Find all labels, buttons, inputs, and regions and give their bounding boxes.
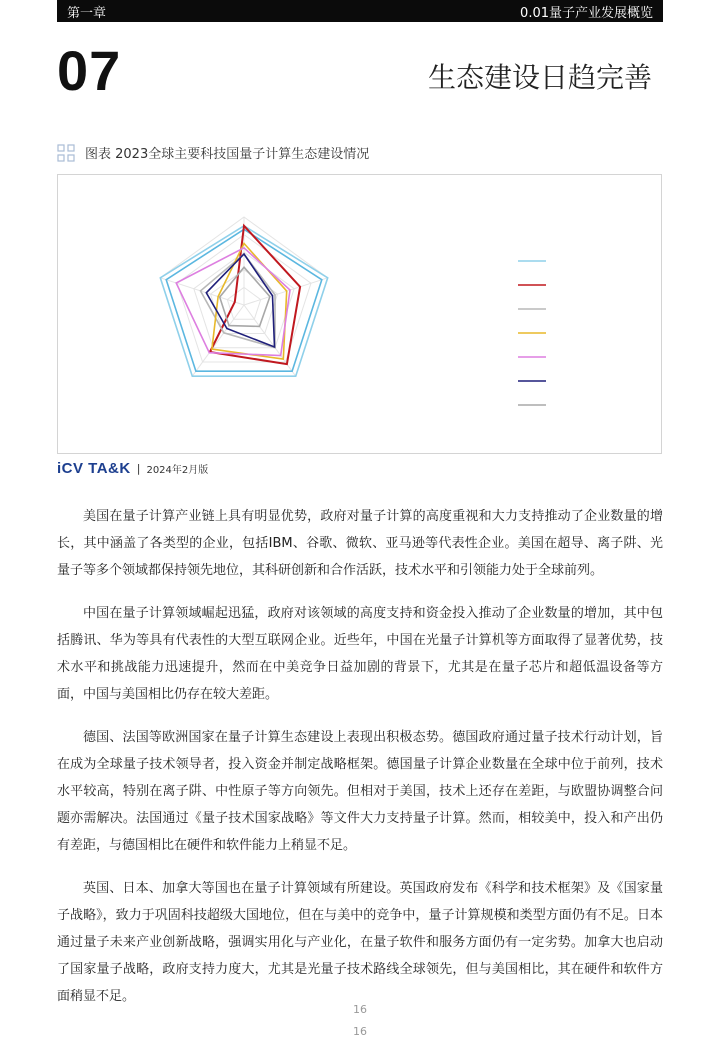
chapter-label: 第一章 [67, 5, 107, 21]
edition-date: 2024年2月版 [146, 465, 209, 476]
grid-icon [57, 144, 75, 162]
radar-chart [57, 174, 662, 454]
figure-caption [57, 143, 369, 162]
page-number: 16 [353, 1003, 367, 1016]
paragraph-europe: 德国、法国等欧洲国家在量子计算生态建设上表现出积极态势。德国政府通过量子技术行动计划，旨在成为全球量子技术领导者，投入资金并制定战略框架。德国量子计算企业数量在全球中位于前列，技术水平较高，特别在离子阱、中性原子等方向领先。但相对于美国，技术上还存在差距，与欧盟协调整合问题亦需解决。法国通过《量子技术国家战略》等文件大力支持量子计算。然而，相较美中，投入和产出仍有差距，与德国相比在硬件和软件能力上稍显不足。 [57, 730, 663, 853]
paragraph-china: 中国在量子计算领域崛起迅猛，政府对该领域的高度支持和资金投入推动了企业数量的增加，其中包括腾讯、华为等具有代表性的大型互联网企业。近些年，中国在光量子计算机等方面取得了显著优势，技术水平和挑战能力迅速提升，然而在中美竞争日益加剧的背景下，尤其是在量子芯片和超低温设备等方面，中国与美国相比仍存在较大差距。 [57, 606, 663, 702]
radar-axis-line [192, 305, 244, 376]
chapter-number: 07 [57, 39, 122, 102]
page-number-footer: 16 [353, 1025, 367, 1038]
body-text [57, 503, 663, 1026]
paragraph-others: 英国、日本、加拿大等国也在量子计算领域有所建设。英国政府发布《科学和技术框架》及《国家量子战略》，致力于巩固科技超级大国地位，但在与美中的竞争中，量子计算规模和类型方面仍有不足。日本通过量子未来产业创新战略，强调实用化与产业化，在量子软件和服务方面仍有一定劣势。加拿大也启动了国家量子战略，政府支持力度大，尤其是光量子技术路线全球领先，但与美国相比，其在硬件和软件方面稍显不足。 [57, 881, 663, 1004]
radar-chart-svg [58, 175, 663, 455]
section-label: 0.01量子产业发展概览 [520, 5, 653, 21]
paragraph-us: 美国在量子计算产业链上具有明显优势，政府对量子计算的高度重视和大力支持推动了企业数量的增长，其中涵盖了各类型的企业，包括IBM、谷歌、微软、亚马逊等代表性企业。美国在超导、离子阱、光量子等多个领域都保持领先地位，其科研创新和合作活跃，技术水平和引领能力处于全球前列。 [57, 509, 663, 578]
source-line [57, 460, 208, 477]
chapter-title: 生态建设日趋完善 [427, 61, 652, 94]
figure-caption-text: 图表 2023全球主要科技国量子计算生态建设情况 [85, 147, 370, 162]
chapter-header-bar [57, 0, 663, 22]
source-separator: | [136, 462, 141, 475]
brand-logo: iCV TA&K [57, 460, 131, 477]
